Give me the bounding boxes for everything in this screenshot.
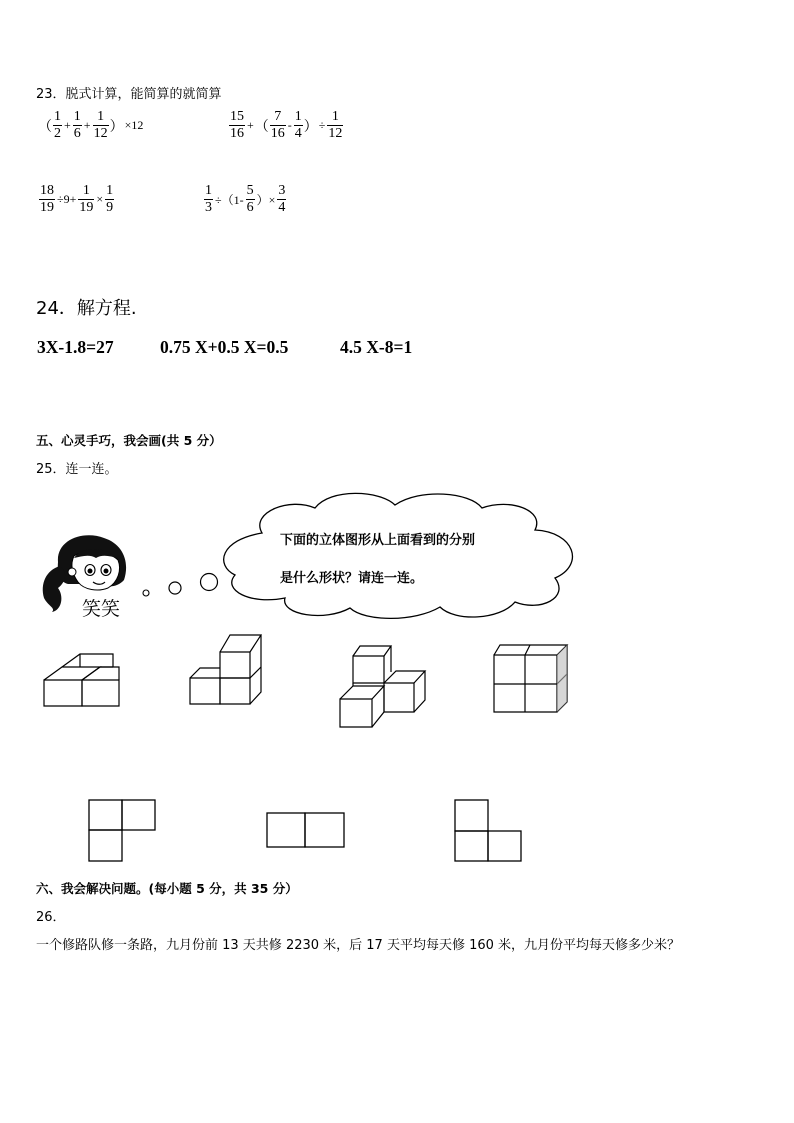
q24-equation-3: 4.5 X-8=1 — [340, 337, 413, 357]
fraction: $\frac{1}{4}$ — [294, 109, 302, 141]
fraction: $\frac{1}{9}$ — [106, 183, 114, 215]
times-operator: × — [96, 192, 104, 206]
operators: ÷9+ — [57, 192, 77, 206]
section-5-heading: 五、心灵手巧，我会画(共 5 分） — [36, 433, 222, 448]
times-operator: ×12 — [124, 118, 144, 132]
q26-label: 26． — [36, 910, 66, 925]
bubble-text-line-2: 是什么形状？请连一连。 — [280, 571, 424, 586]
fraction: $\frac{1}{19}$ — [79, 183, 94, 215]
fraction: $\frac{7}{16}$ — [270, 109, 285, 141]
section-6-heading: 六、我会解决问题。(每小题 5 分，共 35 分） — [36, 881, 298, 896]
plus-operator: + — [83, 118, 91, 132]
q25-title: 25．连一连。 — [36, 462, 118, 477]
divide-operator: ÷ — [318, 118, 326, 132]
fraction: $\frac{1}{2}$ — [54, 109, 61, 141]
paren-close: ） — [303, 119, 318, 135]
fraction: $\frac{1}{12}$ — [328, 109, 343, 141]
operators: ）× — [256, 193, 276, 207]
minus-operator: - — [287, 118, 292, 132]
q23-title: 23．脱式计算，能简算的就简算 — [36, 87, 222, 102]
fraction: $\frac{1}{12}$ — [93, 109, 108, 141]
fraction: $\frac{18}{19}$ — [40, 183, 54, 215]
top-view-1[interactable] — [89, 800, 155, 861]
q24-equation-1: 3X-1.8=27 — [37, 337, 114, 357]
bubble-text-line-1: 下面的立体图形从上面看到的分别 — [280, 533, 476, 548]
plus-operator: + — [64, 118, 71, 132]
operators: ÷（1- — [215, 193, 244, 207]
paren-open: （ — [254, 119, 269, 135]
fraction: $\frac{15}{16}$ — [230, 109, 244, 141]
fraction: $\frac{1}{3}$ — [205, 183, 212, 215]
fraction: $\frac{1}{6}$ — [73, 109, 81, 141]
fraction: $\frac{5}{6}$ — [246, 183, 254, 215]
plus-operator: + — [247, 118, 254, 132]
top-view-2[interactable] — [267, 813, 344, 847]
q24-title: 24．解方程. — [36, 298, 137, 319]
q24-equation-2: 0.75 X+0.5 X=0.5 — [160, 337, 289, 357]
girl-name-label: 笑笑 — [82, 598, 121, 620]
top-view-3[interactable] — [455, 800, 521, 861]
q26-text: 一个修路队修一条路，九月份前 13 天共修 2230 米，后 17 天平均每天修 160 米，九月份平均每天修多少米？ — [36, 938, 681, 953]
paren-close: ） — [109, 119, 124, 135]
paren-open: （ — [38, 119, 52, 135]
fraction: $\frac{3}{4}$ — [278, 183, 286, 215]
